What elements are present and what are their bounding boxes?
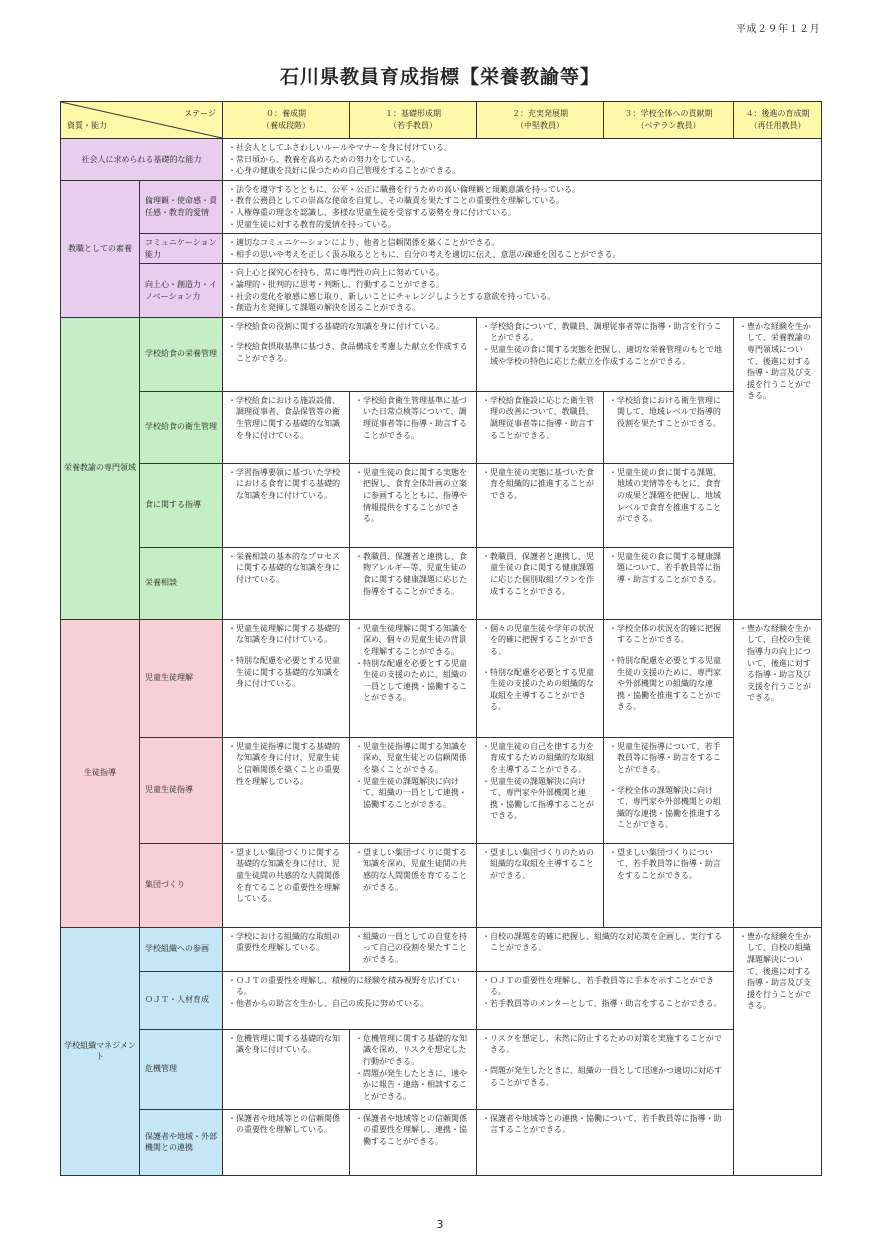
- participation-row: [61, 927, 822, 971]
- student-guidance-s3: ・ 児童生徒指導について、若手教員等に指導・助言をすることができる。 ・ 学校全体の課題解決に向けて、専門家や外部機関との組織的な連携・協働を推進することができる。: [604, 737, 734, 843]
- ethics-row: [61, 180, 822, 233]
- document-title: 石川県教員育成指標【栄養教諭等】: [279, 66, 600, 88]
- participation-s23: ・ 自校の課題を的確に把握し、組織的な対応策を企画し、実行することができる。: [477, 927, 734, 971]
- group-building-row: [61, 843, 822, 927]
- page-number: 3: [436, 1218, 444, 1231]
- stage-header-2: ２：充実発展期 （中堅教員）: [477, 102, 604, 139]
- hygiene-s3: ・ 学校給食における衛生管理に関して、地域レベルで指導的役割を果たすことができる。: [604, 391, 734, 463]
- communication-content: ・ 適切なコミュニケーションにより、他者と信頼関係を築くことができる。 ・ 相手の思いや考えを正しく汲み取るとともに、自分の考えを適切に伝え、意思の疎通を図ることができる。: [223, 234, 822, 264]
- group-building-s3: ・ 望ましい集団づくりについて、若手教員等に指導・助言をすることができる。: [604, 843, 734, 927]
- food-guidance-s2: ・ 児童生徒の実態に基づいた食育を組織的に推進することができる。: [477, 463, 604, 547]
- seito-stage4: ・ 豊かな経験を生かして、自校の生徒指導力の向上について、後進に対する指導・助言及び支援を行うことができる。: [734, 619, 822, 927]
- hygiene-s2: ・ 学校給食施設に応じた衛生管理の改善について、教職員、調理従事者等に指導・助言することができる。: [477, 391, 604, 463]
- stage-label: ステージ: [184, 109, 216, 118]
- document-date: 平成２９年１２月: [736, 24, 820, 35]
- participation-s0: ・ 学校における組織的な取組の重要性を理解している。: [223, 927, 350, 971]
- hygiene-row: [61, 391, 822, 463]
- innovation-row: [61, 264, 822, 317]
- ojt-row: [61, 971, 822, 1029]
- header-corner: [61, 102, 223, 139]
- nutrition-management-label: 学校給食の栄養管理: [140, 317, 223, 391]
- student-understanding-s2: ・ 個々の児童生徒や学年の状況を的確に把握することができる。 ・ 特別な配慮を必要とする児童生徒の支援のための組織的な取組を主導することができる。: [477, 619, 604, 737]
- nutrition-counsel-s2: ・ 教職員、保護者と連携し、児童生徒の食に関する健康課題に応じた個別取組プランを作成することができる。: [477, 547, 604, 619]
- student-understanding-label: 児童生徒理解: [140, 619, 223, 737]
- nutrition-management-row: [61, 317, 822, 391]
- food-guidance-s3: ・ 児童生徒の食に関する課題、地域の実情等をもとに、食育の成果と課題を把握し、地域レベルで食育を推進することができる。: [604, 463, 734, 547]
- crisis-s23: ・ リスクを想定し、未然に防止するための対策を実施することができる。 ・ 問題が発生したときに、組織の一員として迅速かつ適切に対応することができる。: [477, 1029, 734, 1109]
- group-building-s1: ・ 望ましい集団づくりに関する知識を深め、児童生徒間の共感的な人間関係を育てることができる。: [350, 843, 477, 927]
- nutrition-management-s123: ・ 学校給食について、教職員、調理従事者等に指導・助言を行うことができる。 ・ 児童生徒の食に関する実態を把握し、適切な栄養管理のもとで地域や学校の特色に応じた献立を作成することができる。: [477, 317, 734, 391]
- table-header-row: [61, 102, 822, 139]
- management-label: 学校組織マネジメント: [61, 927, 140, 1175]
- liaison-label: 保護者や地域・外部機関との連携: [140, 1109, 223, 1175]
- crisis-label: 危機管理: [140, 1029, 223, 1109]
- hygiene-s0: ・ 学校給食における施設設備、調理従事者、食品保管等の衛生管理に関する基礎的な知識を身に付けている。: [223, 391, 350, 463]
- ability-label: 資質・能力: [67, 121, 107, 131]
- communication-row: [61, 234, 822, 264]
- seito-label: 生徒指導: [61, 619, 140, 927]
- ojt-s23: ・ ＯＪＴの重要性を理解し、若手教員等に手本を示すことができる。 ・ 若手教員等のメンターとして、指導・助言をすることができる。: [477, 971, 734, 1029]
- nutrition-management-s0: ・ 学校給食の役割に関する基礎的な知識を身に付けている。 ・ 学校給食摂取基準に基づき、食品構成を考慮した献立を作成することができる。: [223, 317, 477, 391]
- liaison-row: [61, 1109, 822, 1175]
- food-guidance-s1: ・ 児童生徒の食に関する実態を把握し、食育全体計画の立案に参画するとともに、指導や情報提供をすることができる。: [350, 463, 477, 547]
- liaison-s1: ・ 保護者や地域等との信頼関係の重要性を理解し、連携・協働することができる。: [350, 1109, 477, 1175]
- kyoshoku-label: 教職としての素養: [61, 180, 140, 317]
- crisis-row: [61, 1029, 822, 1109]
- participation-s1: ・ 組織の一員としての自覚を持って自己の役割を果たすことができる。: [350, 927, 477, 971]
- student-guidance-s0: ・ 児童生徒指導に関する基礎的な知識を身に付け、児童生徒と信頼関係を築くことの重要性を理解している。: [223, 737, 350, 843]
- social-row: [61, 139, 822, 181]
- liaison-s23: ・ 保護者や地域等との連携・協働について、若手教員等に指導・助言することができる。: [477, 1109, 734, 1175]
- student-guidance-row: [61, 737, 822, 843]
- student-guidance-s2: ・ 児童生徒の自己を律する力を育成するための組織的な取組を主導することができる。 ・ 児童生徒の課題解決に向けて、専門家や外部機関と連携・協働して指導することができる。: [477, 737, 604, 843]
- innovation-label: 向上心・創造力・イノベーション力: [140, 264, 223, 317]
- crisis-s0: ・ 危機管理に関する基礎的な知識を身に付けている。: [223, 1029, 350, 1109]
- management-stage4: ・ 豊かな経験を生かして、自校の組織課題解決について、後進に対する指導・助言及び支援を行うことができる。: [734, 927, 822, 1175]
- nutrition-counsel-s1: ・ 教職員、保護者と連携し、食物アレルギー等、児童生徒の食に関する健康課題に応じた指導をすることができる。: [350, 547, 477, 619]
- liaison-s0: ・ 保護者や地域等との信頼関係の重要性を理解している。: [223, 1109, 350, 1175]
- stage-header-0: ０：養成期 （養成段階）: [223, 102, 350, 139]
- competency-table: [60, 101, 822, 1176]
- ethics-label: 倫理観・使命感・責任感・教育的愛情: [140, 180, 223, 233]
- food-guidance-label: 食に関する指導: [140, 463, 223, 547]
- communication-label: コミュニケーション能力: [140, 234, 223, 264]
- stage-header-1: １：基礎形成期 （若手教員）: [350, 102, 477, 139]
- group-building-s0: ・ 望ましい集団づくりに関する基礎的な知識を身に付け、児童生徒間の共感的な人間関係を育てることの重要性を理解している。: [223, 843, 350, 927]
- student-understanding-s0: ・ 児童生徒理解に関する基礎的な知識を身に付けている。 ・ 特別な配慮を必要とする児童生徒に関する基礎的な知識を身に付けている。: [223, 619, 350, 737]
- hygiene-s1: ・ 学校給食衛生管理基準に基づいた日常点検等について、調理従事者等に指導・助言することができる。: [350, 391, 477, 463]
- nutrition-counsel-s3: ・ 児童生徒の食に関する健康課題について、若手教員等に指導・助言することができる。: [604, 547, 734, 619]
- stage-header-3: ３：学校全体への貢献期 （ベテラン教員）: [604, 102, 734, 139]
- hygiene-label: 学校給食の衛生管理: [140, 391, 223, 463]
- group-building-s2: ・ 望ましい集団づくりのための組織的な取組を主導することができる。: [477, 843, 604, 927]
- innovation-content: ・ 向上心と探究心を持ち、常に専門性の向上に努めている。 ・ 論理的・批判的に思考・判断し、行動することができる。 ・ 社会の変化を敏感に感じ取り、新しいことにチャレンジしようとする意欲を持っている。 ・ 創造力を発揮して課題の解決を図ることができる。: [223, 264, 822, 317]
- food-guidance-row: [61, 463, 822, 547]
- nutrition-counsel-s0: ・ 栄養相談の基本的なプロセスに関する基礎的な知識を身に付けている。: [223, 547, 350, 619]
- social-content: ・ 社会人としてふさわしいルールやマナーを身に付けている。 ・ 常日頃から、教養を高めるための努力をしている。 ・ 心身の健康を良好に保つための自己管理をすることができる。: [223, 139, 822, 181]
- participation-label: 学校組織への参画: [140, 927, 223, 971]
- social-label: 社会人に求められる基礎的な能力: [61, 139, 223, 181]
- ethics-content: ・ 法令を遵守するとともに、公平・公正に職務を行うための高い倫理観と規範意識を持っている。 ・ 教育公務員としての崇高な使命を自覚し、その職責を果たすことの重要性を理解している。 ・ 人権尊重の理念を認識し、多様な児童生徒を受容する姿勢を身に付けている。 ・ 児童生徒に対する教育的愛情を持っている。: [223, 180, 822, 233]
- eiyo-stage4: ・ 豊かな経験を生かして、栄養教諭の専門領域について、後進に対する指導・助言及び支援を行うことができる。: [734, 317, 822, 619]
- crisis-s1: ・ 危機管理に関する基礎的な知識を深め、リスクを想定した行動ができる。 ・ 問題が発生したときに、速やかに報告・連絡・相談することができる。: [350, 1029, 477, 1109]
- student-guidance-label: 児童生徒指導: [140, 737, 223, 843]
- student-guidance-s1: ・ 児童生徒指導に関する知識を深め、児童生徒との信頼関係を築くことができる。 ・ 児童生徒の課題解決に向けて、組織の一員として連携・協働することができる。: [350, 737, 477, 843]
- eiyo-label: 栄養教諭の専門領域: [61, 317, 140, 619]
- ojt-s01: ・ ＯＪＴの重要性を理解し、積極的に経験を積み視野を広げている。 ・ 他者からの助言を生かし、自己の成長に努めている。: [223, 971, 477, 1029]
- ojt-label: ＯＪＴ・人材育成: [140, 971, 223, 1029]
- student-understanding-s3: ・ 学校全体の状況を的確に把握することができる。 ・ 特別な配慮を必要とする児童生徒の支援のために、専門家や外部機関との組織的な連携・協働を推進することができる。: [604, 619, 734, 737]
- nutrition-counsel-label: 栄養相談: [140, 547, 223, 619]
- student-understanding-row: [61, 619, 822, 737]
- stage-header-4: ４：後進の育成期 （再任用教員）: [734, 102, 822, 139]
- food-guidance-s0: ・ 学習指導要領に基づいた学校における食育に関する基礎的な知識を身に付けている。: [223, 463, 350, 547]
- student-understanding-s1: ・ 児童生徒理解に関する知識を深め、個々の児童生徒の背景を理解することができる。 ・ 特別な配慮を必要とする児童生徒の支援のために、組織の一員として連携・協働することができる。: [350, 619, 477, 737]
- group-building-label: 集団づくり: [140, 843, 223, 927]
- nutrition-counsel-row: [61, 547, 822, 619]
